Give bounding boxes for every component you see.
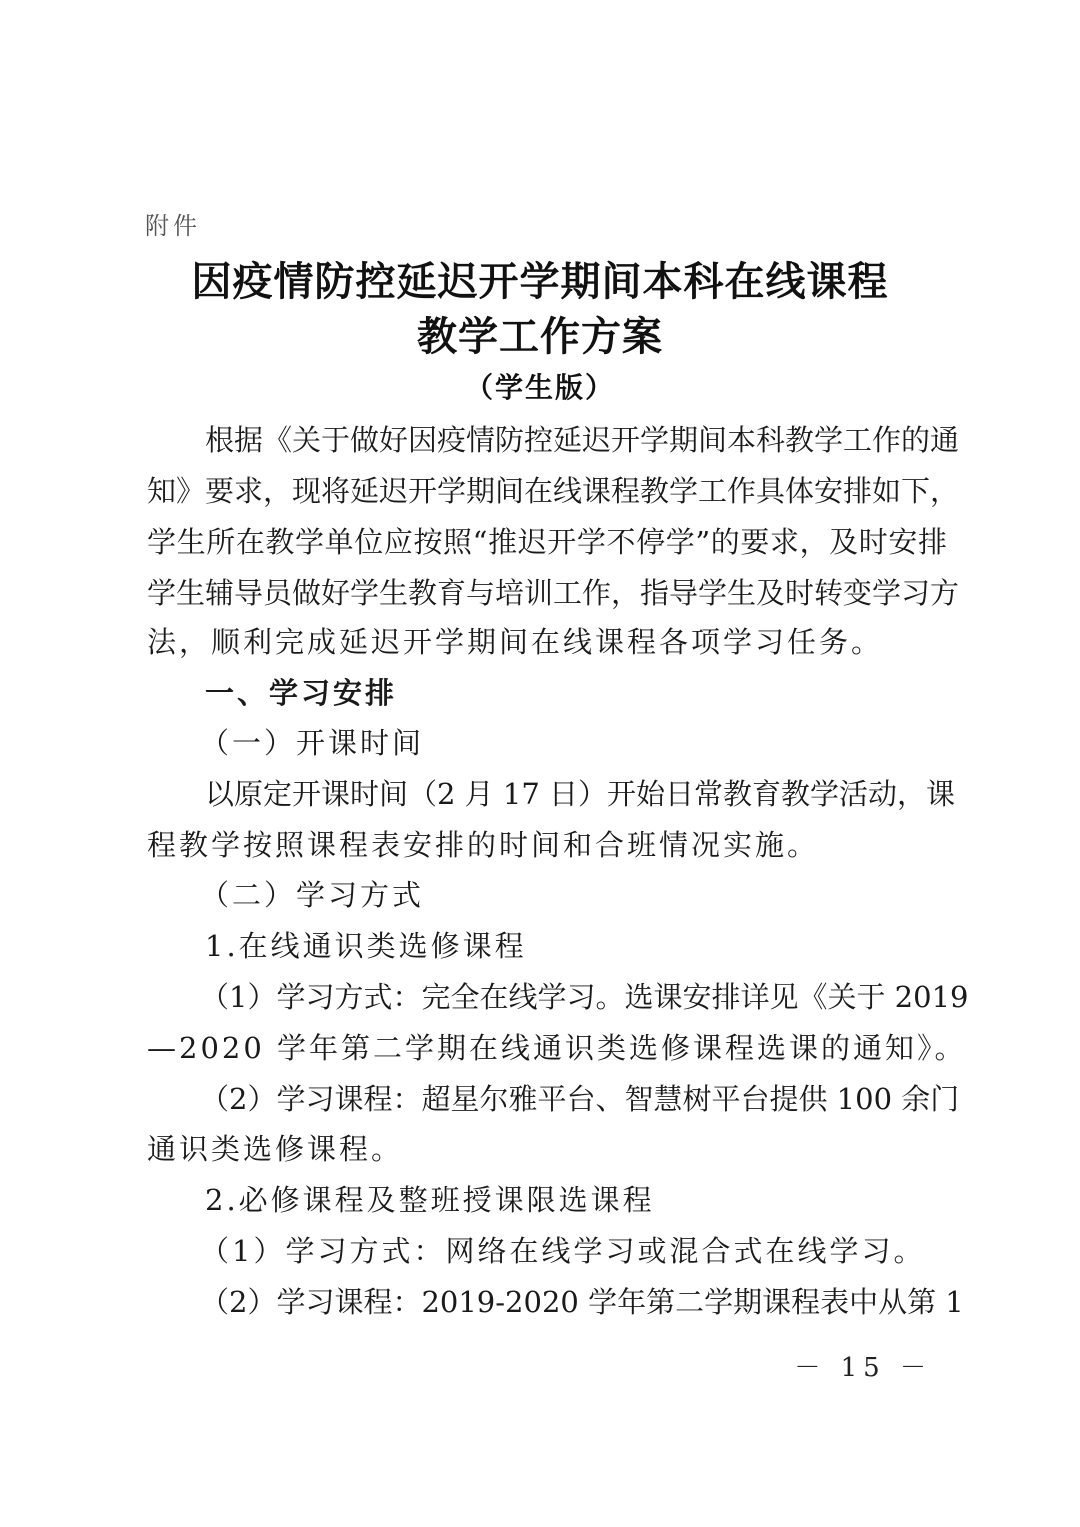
intro-line-3: 学生所在教学单位应按照“推迟开学不停学”的要求，及时安排 xyxy=(147,525,947,559)
item-heading-1: 1.在线通识类选修课程 xyxy=(205,929,527,963)
subsection-1-line-1: 以原定开课时间（2 月 17 日）开始日常教育教学活动，课 xyxy=(205,777,956,811)
document-title-line-1: 因疫情防控延迟开学期间本科在线课程 xyxy=(191,258,889,305)
item-heading-2: 2.必修课程及整班授课限选课程 xyxy=(205,1183,655,1217)
annex-mark-text: 附件 xyxy=(145,212,201,240)
intro-line-1: 根据《关于做好因疫情防控延迟开学期间本科教学工作的通 xyxy=(205,423,960,457)
annex-mark xyxy=(145,212,205,240)
item-1-para-1-line-2: —2020 学年第二学期在线通识类选修课程选课的通知》。 xyxy=(147,1031,967,1065)
subsection-1-line-2: 程教学按照课程表安排的时间和合班情况实施。 xyxy=(147,828,820,862)
item-1-para-2-line-1: （2）学习课程：超星尔雅平台、智慧树平台提供 100 余门 xyxy=(200,1082,960,1116)
page-number: － 15 － xyxy=(794,1353,932,1383)
item-2-para-1: （1）学习方式：网络在线学习或混合式在线学习。 xyxy=(200,1234,926,1268)
subsection-heading-1: （一）开课时间 xyxy=(200,726,425,760)
subsection-heading-2: （二）学习方式 xyxy=(200,878,425,912)
document-subtitle: （学生版） xyxy=(464,371,615,404)
section-heading-1: 一、学习安排 xyxy=(205,676,398,710)
intro-line-5: 法，顺利完成延迟开学期间在线课程各项学习任务。 xyxy=(147,625,884,659)
item-1-para-2-line-2: 通识类选修课程。 xyxy=(147,1132,404,1166)
item-1-para-1-line-1: （1）学习方式：完全在线学习。选课安排详见《关于 2019 xyxy=(200,980,969,1014)
document-title-line-2: 教学工作方案 xyxy=(417,313,663,360)
intro-line-4: 学生辅导员做好学生教育与培训工作，指导学生及时转变学习方 xyxy=(147,576,960,610)
intro-line-2: 知》要求，现将延迟开学期间在线课程教学工作具体安排如下， xyxy=(147,474,960,508)
item-2-para-2: （2）学习课程：2019-2020 学年第二学期课程表中从第 1 xyxy=(200,1285,964,1319)
